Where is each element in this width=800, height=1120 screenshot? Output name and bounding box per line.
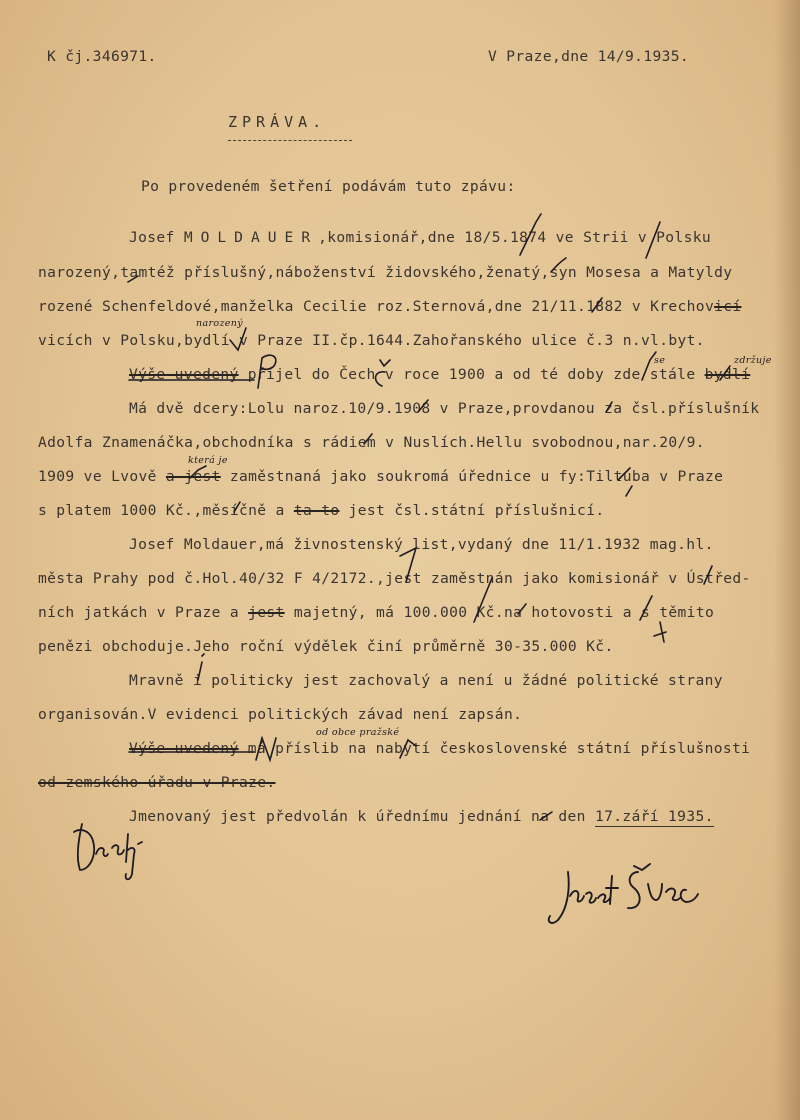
p6-line-2-struck: od zemského úřadu v Praze. <box>38 774 276 791</box>
annotation-od-obce: od obce pražské <box>316 727 400 738</box>
p3-line-4 <box>38 502 604 519</box>
p3-line-2: Adolfa Znamenáčka,obchodníka s rádiem v Nuslích.Hellu svobodnou,nar.20/9. <box>38 434 705 451</box>
p4-line-3-a: ních jatkách v Praze a <box>38 604 249 621</box>
p6-line-2 <box>38 774 276 791</box>
p4-line-2: města Prahy pod č.Hol.40/32 F 4/2172.,jest zaměstnán jako komisionář v Ústřed- <box>38 570 751 587</box>
p6-line-1 <box>129 740 750 757</box>
p1-line-3-text: rozené Schenfeldové,manželka Cecilie roz.Sternová,dne 21/11.1882 v Krechov <box>38 298 715 315</box>
p1-line-3 <box>38 298 742 315</box>
pen-mark-prislusnici <box>626 486 632 496</box>
p2-struck: Výše uvedený <box>129 366 239 383</box>
p3-line-3 <box>38 468 723 485</box>
p2-struck-2: bydlí <box>704 366 751 383</box>
p7-text: Jmenovaný jest předvolán k úřednímu jednání na den <box>129 808 595 825</box>
annotation-zdrzuje: zdržuje <box>734 355 772 366</box>
p4-line-3 <box>38 604 714 621</box>
p3-line-3-a: 1909 ve Lvově <box>38 468 166 485</box>
pen-mark-kc <box>654 622 666 642</box>
p1-line-3-struck: icí <box>714 298 742 315</box>
annotation-se: se <box>654 355 666 366</box>
p1-firstname: Josef <box>129 229 184 246</box>
p3-line-4-b: jest čsl.státní příslušnicí. <box>339 502 605 519</box>
p6-struck: Výše uvedený <box>129 740 239 757</box>
title-underline <box>228 140 352 141</box>
p1-line-4: vicích v Polsku,bydlí v Praze II.čp.1644.Zahořanského ulice č.3 n.vl.byt. <box>38 332 705 349</box>
p3-line-3-b: zaměstnaná jako soukromá úřednice u fy:Tiltuba v Praze <box>220 468 724 485</box>
signature-left <box>68 814 154 886</box>
p6-text: má příslib na nabytí československé státní příslušnosti <box>238 740 751 757</box>
intro-line: Po provedeném šetření podávám tuto zpávu: <box>141 178 516 195</box>
p3-line-1: Má dvě dcery:Lolu naroz.10/9.1908 v Praze,provdanou za čsl.příslušník <box>129 400 760 417</box>
p3-line-4-a: s platem 1000 Kč.,měsíčně a <box>38 502 294 519</box>
document-title: ZPRÁVA. <box>228 113 327 131</box>
annotation-narozeny: narozený <box>196 318 243 329</box>
p1-line-1-rest: ,komisionář,dne 18/5.1874 ve Strii v Polsku <box>318 229 711 246</box>
p7-date: 17.září 1935. <box>594 808 714 825</box>
p2-line <box>129 366 750 383</box>
p1-line-2: narozený,tamtéž příslušný,náboženství židovského,ženatý,syn Mosesa a Matyldy <box>38 264 733 281</box>
p4-line-4: penězi obchoduje.Jeho roční výdělek činí průměrně 30-35.000 Kč. <box>38 638 614 655</box>
place-and-date: V Praze,dne 14/9.1935. <box>488 48 689 65</box>
reference-number: K čj.346971. <box>47 48 157 65</box>
annotation-ktera-je: která je <box>188 455 228 466</box>
p1-line-1 <box>129 229 711 246</box>
p1-surname: MOLDAUER <box>183 229 319 246</box>
p4-line-1: Josef Moldauer,má živnostenský list,vydaný dne 11/1.1932 mag.hl. <box>129 536 714 553</box>
p2-text: přijel do Čech v roce 1900 a od té doby zde stále <box>238 366 705 383</box>
p3-line-4-struck: ta to <box>293 502 340 519</box>
p3-line-3-struck: a jest <box>165 468 221 485</box>
signature-right <box>540 858 720 938</box>
p4-line-3-struck: jest <box>248 604 285 621</box>
p5-line-1: Mravně i politicky jest zachovalý a není u žádné politické strany <box>129 672 723 689</box>
p4-line-3-b: majetný, má 100.000 Kč.na hotovosti a s těmito <box>284 604 715 621</box>
p7-line <box>129 808 714 825</box>
p5-line-2: organisován.V evidenci politických závad není zapsán. <box>38 706 523 723</box>
